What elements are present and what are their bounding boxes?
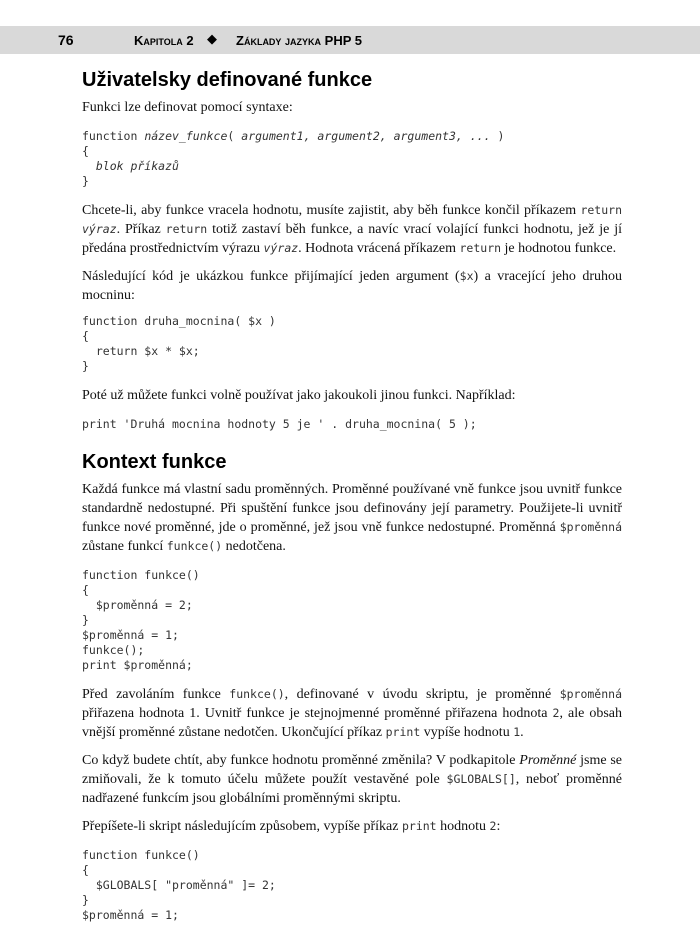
code-line: { [82, 583, 89, 597]
code-block-square [82, 314, 622, 374]
code-line: { [82, 863, 89, 877]
code-block-syntax [82, 129, 622, 189]
code-line: } [82, 174, 89, 188]
code-line: function funkce() [82, 568, 200, 582]
code-line: $GLOBALS[ "proměnná" ]= 2; [82, 878, 276, 892]
paragraph-usage: Poté už můžete funkci volně používat jako jakoukoli jinou funkci. Například: [82, 388, 516, 403]
code-line: function název_funkce( argument1, argument2, argument3, ... ) [82, 129, 505, 143]
code-line: } [82, 613, 89, 627]
code-block-globals [82, 848, 622, 923]
code-line: } [82, 893, 89, 907]
code-line: funkce(); [82, 643, 145, 657]
paragraph-return: Chcete-li, aby funkce vracela hodnotu, musíte zajistit, aby běh funkce končil příkazem return výraz. Příkaz return totiž zastaví běh funkce, a navíc vrací volající funkci hodnotu, jež je jí předána prostřednictvím výrazu výraz. Hodnota vrácená příkazem return je hodnotou funkce. [82, 203, 622, 256]
code-line: function funkce() [82, 848, 200, 862]
code-line: { [82, 144, 89, 158]
running-header [0, 26, 700, 54]
code-line: blok příkazů [82, 159, 179, 173]
code-line: { [82, 329, 89, 343]
chapter-label: Kapitola 2 [134, 33, 194, 48]
paragraph-scope: Každá funkce má vlastní sadu proměnných. Proměnné používané vně funkce jsou uvnitř funkce standardně nedostupné. Při spuštění funkce jsou definovány její parametry. Použijete-li uvnitř funkce nové proměnné, jde o proměnné, jež jsou vně funkce nedostupné. Proměnná $proměnná zůstane funkcí funkce() nedotčena. [82, 482, 622, 554]
diamond-icon: ◆ [207, 31, 217, 46]
paragraph-globals: Co když budete chtít, aby funkce hodnotu proměnné změnila? V podkapitole Proměnné jsme se zmiňovali, že k tomuto účelu můžete použít vestavěné pole $GLOBALS[], neboť proměnné nadřazené funkcím jsou globálními proměnnými skriptu. [82, 753, 623, 806]
code-line: print 'Druhá mocnina hodnoty 5 je ' . druha_mocnina( 5 ); [82, 417, 477, 431]
code-block-scope [82, 568, 622, 673]
code-line: } [82, 359, 89, 373]
code-line: function druha_mocnina( $x ) [82, 314, 276, 328]
section-heading-user-functions: Uživatelsky definované funkce [82, 69, 373, 91]
section-heading-function-context: Kontext funkce [82, 451, 227, 473]
code-block-print [82, 417, 622, 432]
paragraph-example-intro: Následující kód je ukázkou funkce přijímající jeden argument ($x) a vracející jeho druhou mocninu: [82, 269, 622, 303]
paragraph-rewrite: Přepíšete-li skript následujícím způsobem, vypíše příkaz print hodnotu 2: [82, 819, 501, 834]
page-number: 76 [58, 32, 74, 48]
paragraph-explanation: Před zavoláním funkce funkce(), definované v úvodu skriptu, je proměnné $proměnná přiřazena hodnota 1. Uvnitř funkce je stejnojmenné proměnné přiřazena hodnota 2, ale obsah vnější proměnné zůstane nedotčen. Ukončující příkaz print vypíše hodnotu 1. [82, 687, 623, 740]
page-body [82, 68, 622, 932]
code-line: $proměnná = 1; [82, 908, 179, 922]
code-line: $proměnná = 1; [82, 628, 179, 642]
paragraph: Funkci lze definovat pomocí syntaxe: [82, 100, 293, 115]
code-line: $proměnná = 2; [82, 598, 193, 612]
code-line: return $x * $x; [82, 344, 200, 358]
chapter-title: Základy jazyka PHP 5 [236, 33, 363, 48]
code-line: print $proměnná; [82, 658, 193, 672]
